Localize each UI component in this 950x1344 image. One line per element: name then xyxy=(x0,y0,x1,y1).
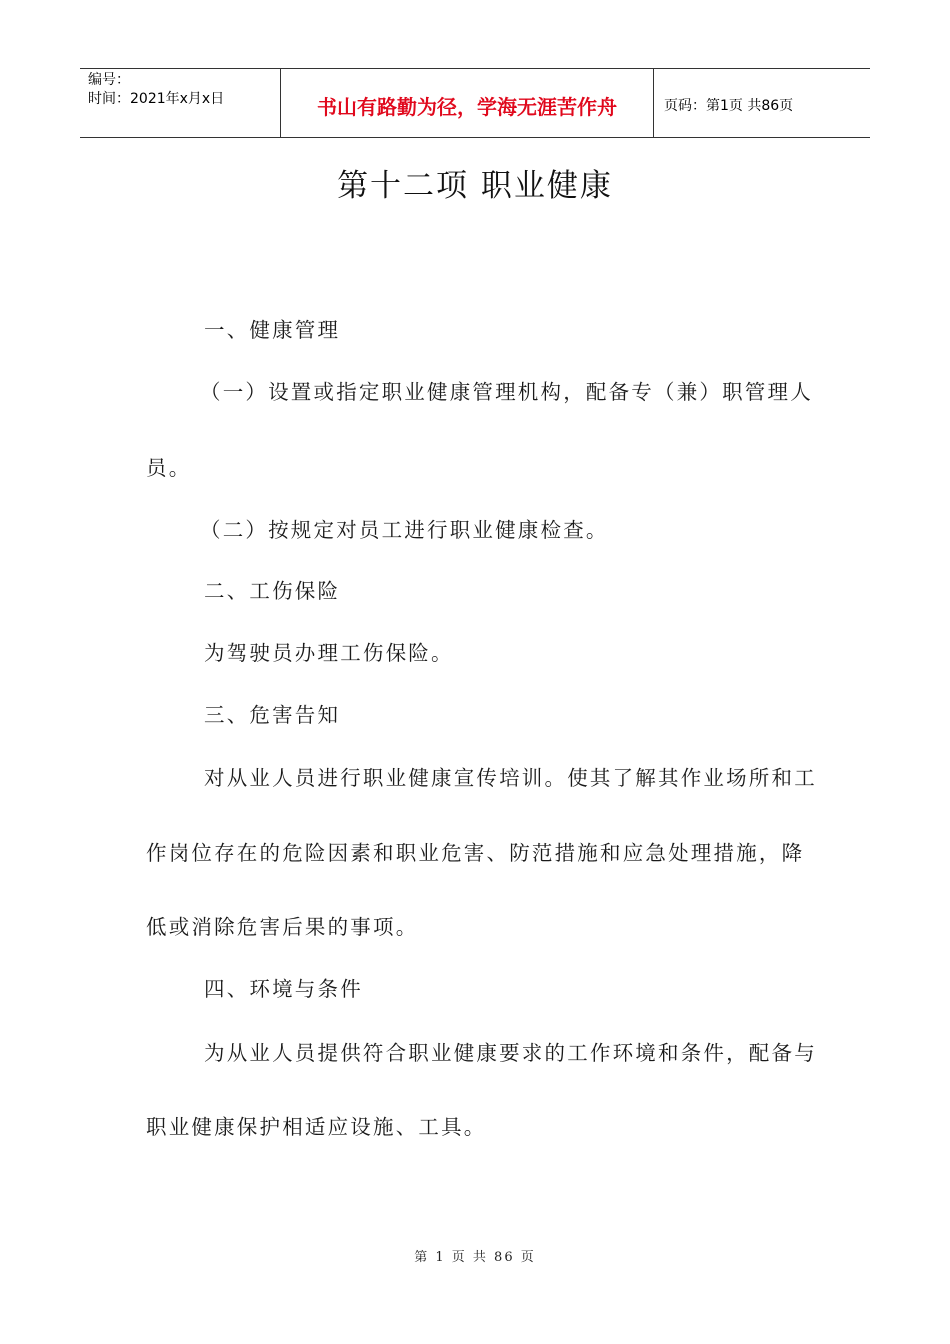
paragraph-line: 为驾驶员办理工伤保险。 xyxy=(204,641,454,665)
paragraph-line: 对从业人员进行职业健康宣传培训。使其了解其作业场所和工 xyxy=(204,766,817,790)
page-footer: 第 1 页 共 86 页 xyxy=(414,1250,536,1265)
header-number-label: 编号： xyxy=(88,72,130,88)
paragraph-line: （一）设置或指定职业健康管理机构，配备专（兼）职管理人 xyxy=(200,380,813,404)
header-date: 时间：2021年x月x日 xyxy=(88,91,225,107)
paragraph-line: 低或消除危害后果的事项。 xyxy=(146,915,419,939)
document-header xyxy=(80,68,870,138)
paragraph-line: 作岗位存在的危险因素和职业危害、防范措施和应急处理措施，降 xyxy=(146,841,805,865)
paragraph-line: （二）按规定对员工进行职业健康检查。 xyxy=(200,518,609,542)
header-page-info: 页码：第1页 共86页 xyxy=(664,98,794,114)
section-heading-injury-insurance: 二、工伤保险 xyxy=(204,579,341,603)
section-heading-environment: 四、环境与条件 xyxy=(204,977,363,1001)
section-heading-health-management: 一、健康管理 xyxy=(204,318,341,342)
header-motto: 书山有路勤为径，学海无涯苦作舟 xyxy=(280,69,654,137)
paragraph-line: 职业健康保护相适应设施、工具。 xyxy=(146,1115,487,1139)
paragraph-line: 为从业人员提供符合职业健康要求的工作环境和条件，配备与 xyxy=(204,1041,817,1065)
section-heading-hazard-notice: 三、危害告知 xyxy=(204,703,341,727)
document-title: 第十二项 职业健康 xyxy=(337,168,613,204)
header-meta xyxy=(80,69,280,137)
paragraph-line: 员。 xyxy=(146,456,192,480)
